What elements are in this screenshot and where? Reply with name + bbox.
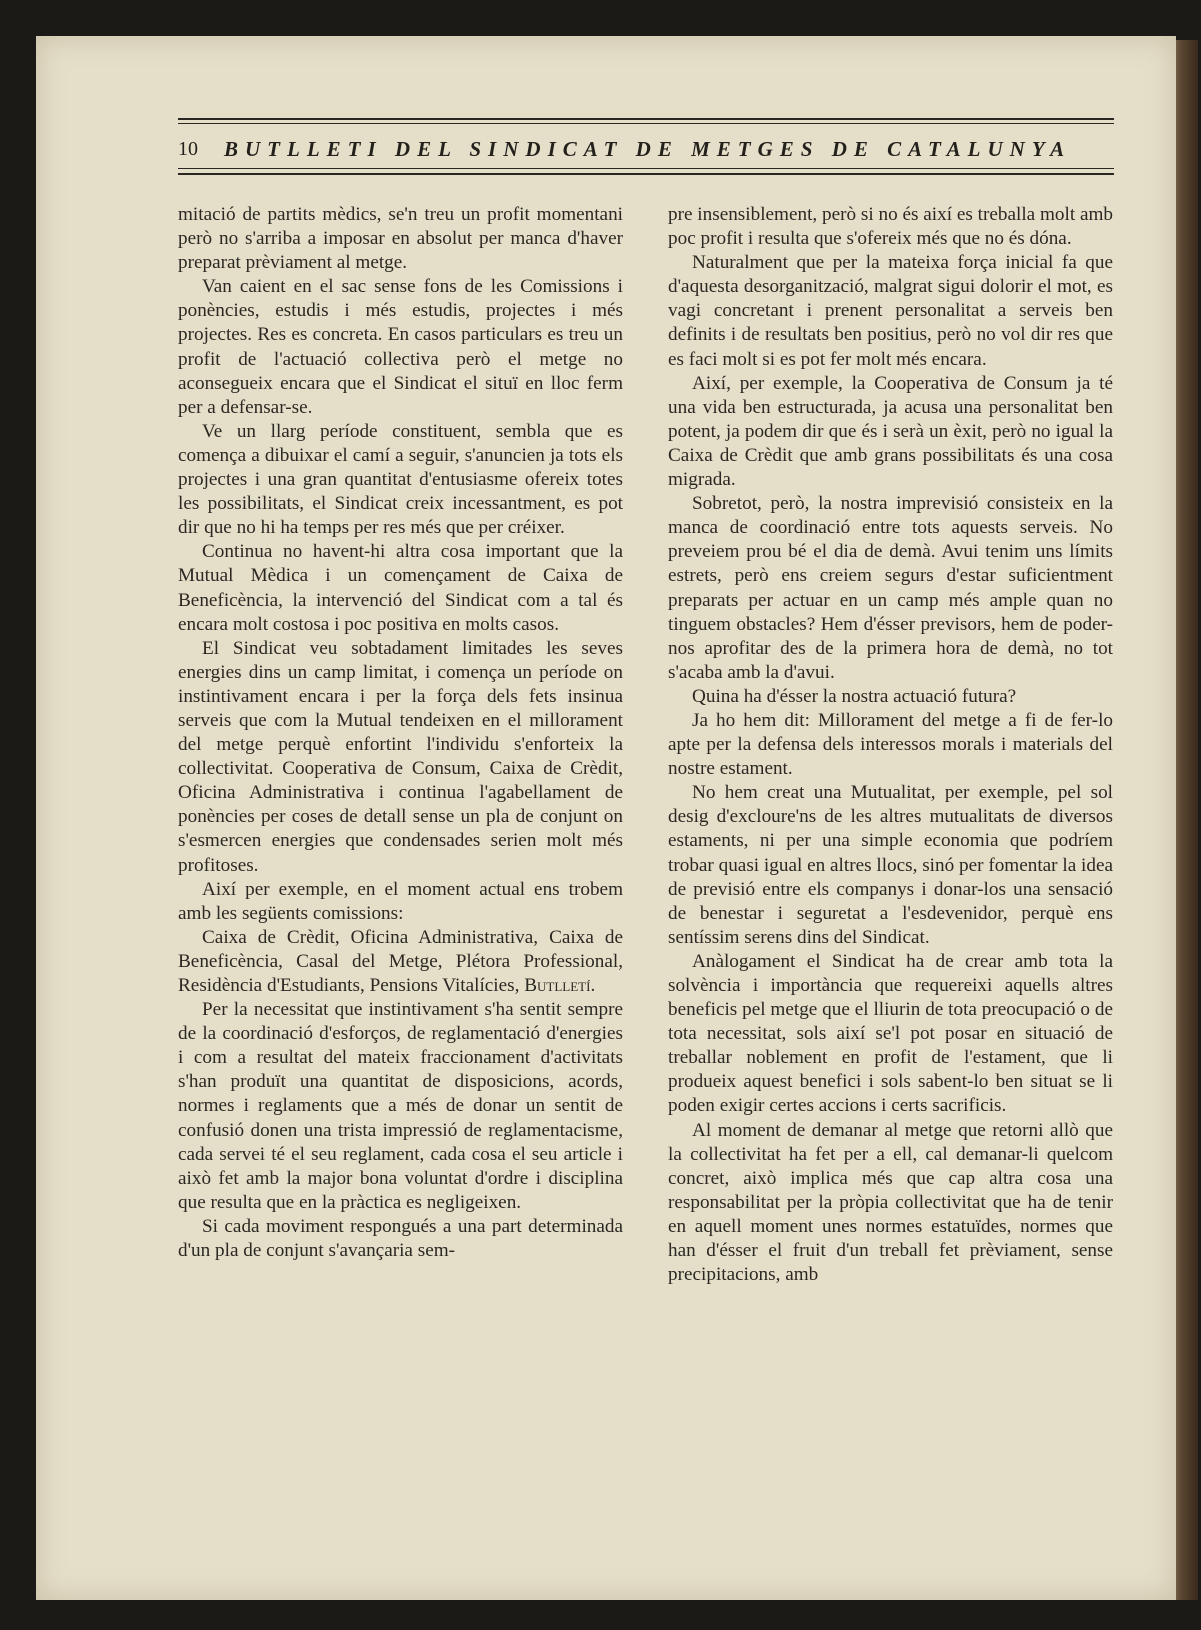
paragraph: Van caient en el sac sense fons de les Comissions i ponències, estudis i més estudis, projectes i més projectes. Res es concreta. En casos particulars es treu un profit de l'actuació collectiva però el metge no aconsegueix encara que el Sindicat el situï en lloc ferm per a defensar-se. bbox=[178, 276, 623, 418]
left-column bbox=[178, 203, 623, 1263]
commission-list: Caixa de Crèdit, Oficina Administrativa, Caixa de Beneficència, Casal del Metge, Plétora Professional, Residència d'Estudiants, Pensions Vitalícies, bbox=[178, 926, 623, 996]
paragraph: Per la necessitat que instintivament s'ha sentit sempre de la coordinació d'esforços, de reglamentació d'energies i com a resultat del mateix fraccionament d'activitats s'han produït una quantitat de disposicions, acords, normes i reglaments que a més de donar un sentit de confusió donen una trista impressió de reglamentacisme, cada servei té el seu reglament, cada cosa el seu article i això fet amb la major bona voluntat d'ordre i disciplina que resulta que en la pràctica es negligeixen. bbox=[178, 999, 623, 1213]
paragraph: Anàlogament el Sindicat ha de crear amb tota la solvència i importància que requereixi aquells altres beneficis pel metge que el lliurin de tota preocupació o de tota necessitat, sols així se'l pot posar en situació de treballar noblement en profit de l'estament, que li produeix aquest benefici i sols sabent-lo ben situat se li poden exigir certes accions i certs sacrificis. bbox=[668, 950, 1113, 1117]
running-header bbox=[178, 118, 1114, 178]
paragraph: Continua no havent-hi altra cosa important que la Mutual Mèdica i un començament de Caixa de Beneficència, la intervenció del Sindicat com a tal és encara molt costosa i poc positiva en molts casos. bbox=[178, 541, 623, 635]
paragraph bbox=[178, 926, 623, 998]
paragraph: Si cada moviment respongués a una part determinada d'un pla de conjunt s'avançaria sem- bbox=[178, 1215, 623, 1262]
paragraph: Ve un llarg període constituent, sembla que es comença a dibuixar el camí a seguir, s'anuncien ja tots els projectes i una gran quantitat d'entusiasme ofereix totes les possibilitats, el Sindicat creix incessantment, es pot dir que no hi ha temps per res més que per créixer. bbox=[178, 420, 623, 539]
header-line bbox=[178, 134, 1114, 164]
header-rule-top bbox=[178, 118, 1114, 120]
paragraph: Quina ha d'ésser la nostra actuació futura? bbox=[692, 685, 1017, 707]
paragraph: Així, per exemple, la Cooperativa de Consum ja té una vida ben estructurada, ja acusa una personalitat ben potent, ja podem dir que és i serà un èxit, però no igual la Caixa de Crèdit que amb grans possibilitats és una cosa migrada. bbox=[668, 372, 1113, 491]
paragraph: pre insensiblement, però si no és així es treballa molt amb poc profit i resulta que s'ofereix més que no és dóna. bbox=[668, 204, 1113, 250]
right-column bbox=[668, 203, 1113, 1287]
paragraph: Al moment de demanar al metge que retorni allò que la collectivitat ha fet per a ell, cal demanar-li quelcom concret, això implica més que cap altra cosa una responsabilitat per la pròpia collectivitat que ha de tenir en aquell moment unes normes estatuïdes, normes que han d'ésser el fruit d'un treball fet prèviament, sense precipitacions, amb bbox=[668, 1119, 1113, 1286]
header-rule-bottom bbox=[178, 173, 1114, 175]
paragraph: Sobretot, però, la nostra imprevisió consisteix en la manca de coordinació entre tots aquests serveis. No preveiem prou bé el dia de demà. Avui tenim uns límits estrets, però ens creiem segurs d'estar suficientment preparats per actuar en un camp més ample quan no tinguem obstacles? Hem d'ésser previsors, hem de poder-nos aprofitar des de la primera hora de demà, no tot s'acaba amb la d'avui. bbox=[668, 493, 1113, 683]
header-rule-bottom-thin bbox=[178, 168, 1114, 169]
paragraph: Així per exemple, en el moment actual ens trobem amb les següents comissions: bbox=[178, 878, 623, 924]
paragraph: No hem creat una Mutualitat, per exemple, pel sol desig d'excloure'ns de les altres mutualitats de diversos estaments, ni per una simple economia que podríem trobar quasi igual en altres llocs, sinó per fomentar la idea de previsió entre els companys i donar-los una sensació de benestar i seguretat a l'esdevenidor, perquè ens sentíssim serens dins del Sindicat. bbox=[668, 782, 1113, 948]
paragraph: Naturalment que per la mateixa força inicial fa que d'aquesta desorganització, malgrat sigui dolorir el mot, es vagi concretant i prenent personalitat a serveis ben definits i de resultats ben positius, però no vol dir res que es faci molt si es pot fer molt més encara. bbox=[668, 252, 1113, 370]
paragraph: El Sindicat veu sobtadament limitades les seves energies dins un camp limitat, i comença un període on instintivament encara i per la força dels fets insinua serveis que com la Mutual tendeixen en el millorament del metge perquè enfortint l'individu s'enforteix la collectivitat. Cooperativa de Consum, Caixa de Crèdit, Oficina Administrativa i continua l'agabellament de ponències per coses de detall sense un pla de conjunt on s'esmercen energies que condensades serien molt més profitoses. bbox=[178, 637, 623, 876]
journal-title: BUTLLETI DEL SINDICAT DE METGES DE CATALUNYA bbox=[224, 136, 1072, 161]
page-number: 10 bbox=[178, 137, 198, 160]
paragraph: Ja ho hem dit: Millorament del metge a fi de fer-lo apte per la defensa dels interessos morals i materials del nostre estament. bbox=[668, 709, 1113, 780]
header-rule-top-thin bbox=[178, 123, 1114, 124]
butlleti-smallcaps: Butlletí. bbox=[524, 975, 596, 996]
paragraph: mitació de partits mèdics, se'n treu un profit momentani però no s'arriba a imposar en absolut per manca d'haver preparat prèviament al metge. bbox=[178, 204, 623, 274]
